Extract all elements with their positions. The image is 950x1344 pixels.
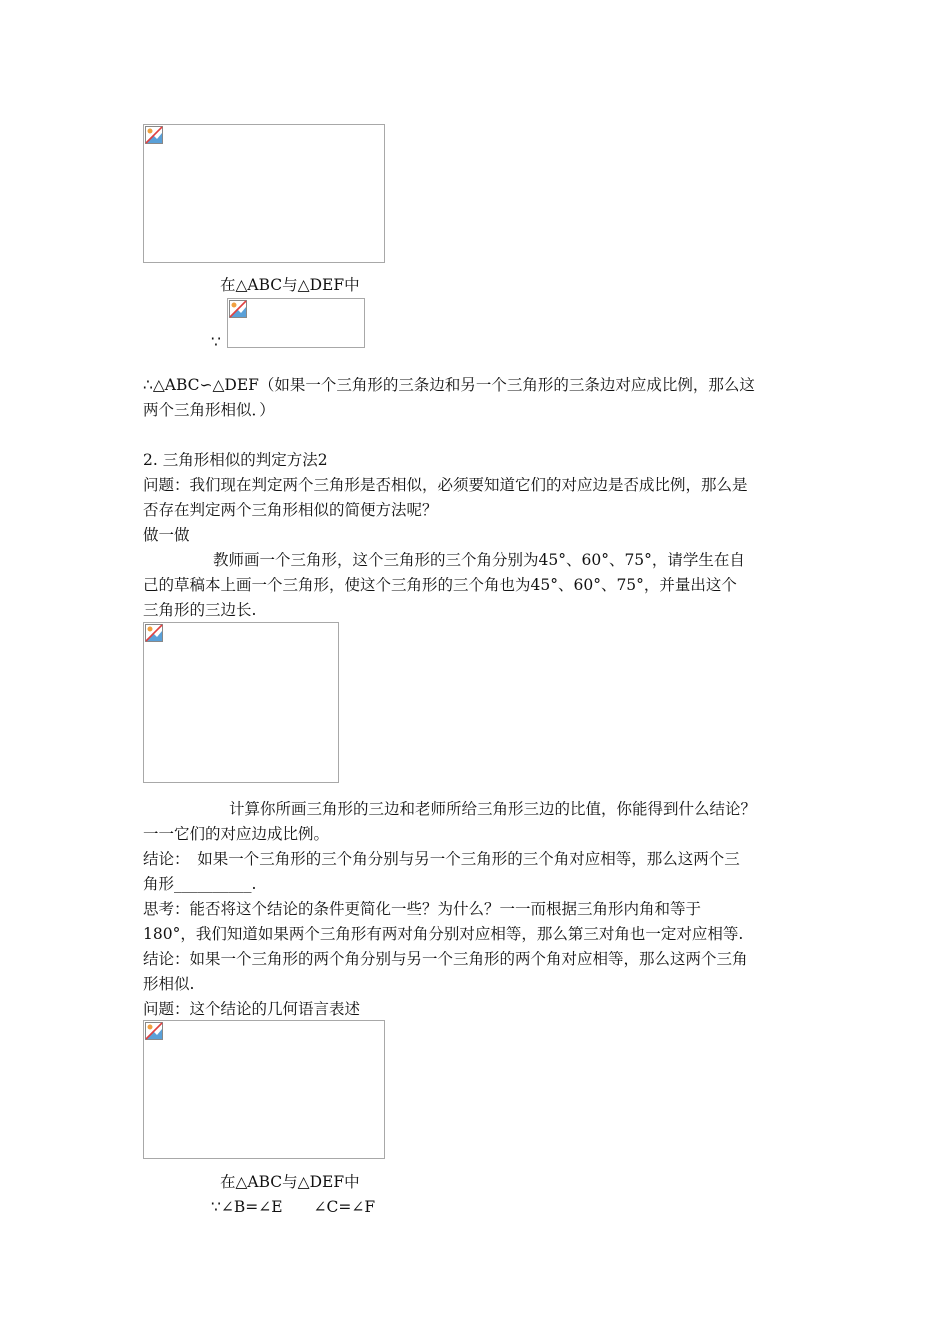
figure-image-2 — [227, 298, 365, 348]
figure-image-4 — [143, 1020, 385, 1159]
think-line-1: 思考：能否将这个结论的条件更简化一些？为什么？一一而根据三角形内角和等于 — [143, 900, 702, 918]
question-line-2: 否存在判定两个三角形相似的简便方法呢？ — [143, 501, 438, 519]
section-heading: 2. 三角形相似的判定方法2 — [143, 451, 328, 469]
calc-line-1: 计算你所画三角形的三边和老师所给三角形三边的比值，你能得到什么结论？ — [229, 800, 757, 818]
calc-line-2: 一一它们的对应边成比例。 — [143, 825, 330, 843]
activity-line-1: 教师画一个三角形，这个三角形的三个角分别为45°、60°、75°，请学生在自 — [213, 551, 745, 569]
figure-image-1 — [143, 124, 385, 263]
question2-text: 问题：这个结论的几何语言表述 — [143, 1000, 361, 1018]
broken-image-icon — [145, 126, 163, 144]
activity-line-3: 三角形的三边长. — [143, 601, 257, 619]
activity-title: 做一做 — [143, 526, 190, 544]
figure-image-3 — [143, 622, 339, 783]
in-triangles-text: 在△ABC与△DEF中 — [220, 276, 360, 294]
activity-line-2: 己的草稿本上画一个三角形，使这个三角形的三个角也为45°、60°、75°，并量出这个 — [143, 576, 737, 594]
broken-image-icon — [145, 624, 163, 642]
conclusion2-line-1: 结论：如果一个三角形的两个角分别与另一个三角形的两个角对应相等，那么这两个三角 — [143, 950, 748, 968]
therefore-line-2: 两个三角形相似．） — [143, 401, 275, 419]
in-triangles-text-2: 在△ABC与△DEF中 — [220, 1173, 360, 1191]
question-line-1: 问题：我们现在判定两个三角形是否相似，必须要知道它们的对应边是否成比例，那么是 — [143, 476, 748, 494]
because-angles-text: ∵∠B=∠E ∠C=∠F — [211, 1198, 376, 1216]
because-symbol: ∵ — [211, 333, 221, 351]
think-line-2: 180°，我们知道如果两个三角形有两对角分别对应相等，那么第三对角也一定对应相等. — [143, 925, 744, 943]
therefore-line-1: ∴△ABC∽△DEF（如果一个三角形的三条边和另一个三角形的三条边对应成比例，那么这 — [143, 376, 755, 394]
conclusion1-line-1: 结论： 如果一个三角形的三个角分别与另一个三角形的三个角对应相等，那么这两个三 — [143, 850, 740, 868]
broken-image-icon — [229, 300, 247, 318]
broken-image-icon — [145, 1022, 163, 1040]
conclusion2-line-2: 形相似. — [143, 975, 195, 993]
conclusion1-line-2: 角形__________. — [143, 875, 257, 893]
